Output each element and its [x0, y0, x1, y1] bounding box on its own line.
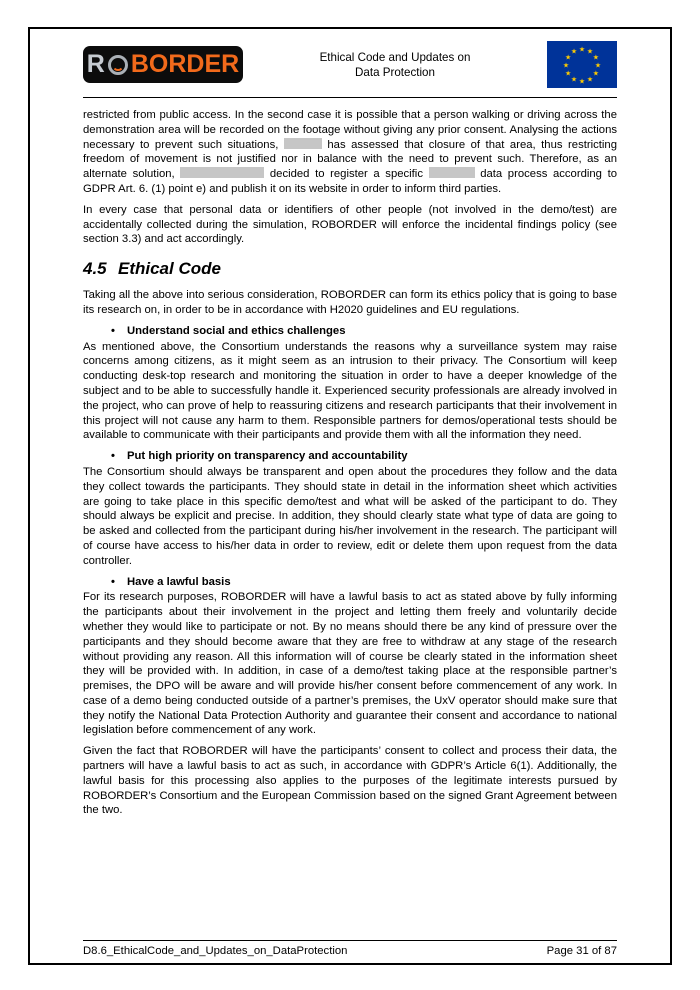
paragraph-3: Taking all the above into serious consideration, ROBORDER can form its ethics policy that is going to base its research on, in order to be in accordance with H2020 guidelines and EU regulations.: [83, 289, 617, 316]
svg-text:★: ★: [594, 61, 602, 70]
document-body: [83, 98, 617, 818]
svg-text:★: ★: [592, 53, 600, 62]
bullet-text-3: For its research purposes, ROBORDER will have a lawful basis to act as stated above by fully informing the participants about their involvement in the project and letting them freely and voluntarily decide whether they would like to participate or not. By no means should there be any kind of pressure over the participants and they should become aware that they are free to withdraw at any stage of the research without providing any reason. All this information will of course be clearly stated in the information sheet they will be provided with. In addition, in case of a demo/test taking place at the responsible partner’s premises, the DPO will be aware and will provide his/her consent before commencement of any work. In case of a demo being conducted outside of a partner’s premises, the UxV operator should make sure that they notify the National Data Protection Authority and guarantee their consent and accordance to national legislation before commencement of any work.: [83, 591, 617, 737]
bullet-label-2: Put high priority on transparency and accountability: [127, 450, 408, 463]
header-title: [243, 50, 547, 80]
page-border: [28, 27, 672, 965]
svg-text:★: ★: [564, 53, 572, 62]
bullet-icon: •: [111, 324, 115, 337]
header-title-line2: Data Protection: [355, 65, 435, 79]
logo-letter-r: R: [86, 50, 105, 78]
redaction-box: [284, 138, 322, 149]
page-footer: [83, 940, 617, 957]
svg-text:★: ★: [562, 61, 570, 70]
bullet-icon: •: [111, 575, 115, 588]
paragraph-1-text-d: data process according to GDPR Art. 6. (1) point e) and publish it on its website in order to inform third parties.: [83, 168, 617, 195]
page-header: [83, 39, 617, 98]
eu-flag-icon: [547, 41, 617, 88]
svg-text:★: ★: [570, 47, 578, 56]
paragraph-1: [83, 108, 617, 197]
section-number: 4.5: [83, 259, 107, 279]
bullet-label-3: Have a lawful basis: [127, 575, 231, 588]
redaction-box: [180, 167, 264, 178]
header-title-line1: Ethical Code and Updates on: [319, 50, 471, 64]
paragraph-1-text-b: has assessed that closure of that area, thus restricting freedom of movement is not justified nor in balance with the need to prevent such. Therefore, as an alternate solution,: [83, 138, 617, 181]
svg-text:★: ★: [564, 69, 572, 78]
svg-text:★: ★: [578, 45, 586, 54]
bullet-icon: •: [111, 450, 115, 463]
roborder-o-target-icon: [108, 55, 128, 75]
svg-text:★: ★: [592, 69, 600, 78]
footer-page-number: Page 31 of 87: [546, 945, 617, 957]
bullet-text-2: The Consortium should always be transparent and open about the procedures they follow and the data they collect towards the participants. They should state in detail in the information sheet which activities are going to take place in this specific demo/test and what will be asked of the participant to do. They should always be explicit and precise. In addition, they should clearly state what type of data are going to be asked and collected from the participant during his/her involvement in the research. The participant will of course have access to his/her data in order to review, edit or delete them upon request from the data controller.: [83, 465, 617, 567]
bullet-text-1: As mentioned above, the Consortium understands the reasons why a surveillance system may raise concerns among citizens, as it might seem as an intrusion to their privacy. The Consortium will keep conducting desk-top research and monitoring the situation in order to have a deeper knowledge of the subject and to be able to successfully handle it. Experienced security professionals are already involved in the project, who can prove of help to reassuring citizens and research participants that their involvement in this project will not cause any harm to them. Responsible partners for demos/operational tests should be available to communicate with their participants and provide them with all the information they need.: [83, 340, 617, 442]
bullet-label-1: Understand social and ethics challenges: [127, 324, 346, 337]
svg-text:★: ★: [578, 77, 586, 86]
svg-text:★: ★: [570, 75, 578, 84]
paragraph-1-text-a: restricted from public access. In the second case it is possible that a person walking or driving across the demonstration area will be recorded on the footage without giving any prior consent. Analysing the actions necessary to prevent such situations,: [83, 109, 617, 151]
section-heading: [83, 259, 617, 279]
section-title: Ethical Code: [118, 259, 221, 279]
bullet-item-1: [83, 324, 617, 339]
paragraph-4: Given the fact that ROBORDER will have the participants’ consent to collect and process their data, the partners will have a lawful basis to act as such, in accordance with GDPR’s Article 6(1). Additionally, the lawful basis for this processing also applies to the purposes of the legitimate interests pursued by ROBORDER’s Consortium and the European Commission based on the signed Grant Agreement between the two.: [83, 745, 617, 817]
paragraph-1-text-c: decided to register a specific: [264, 168, 429, 181]
bullet-item-3: [83, 575, 617, 590]
bullet-item-2: [83, 449, 617, 464]
roborder-logo: [83, 46, 243, 83]
logo-text-border: BORDER: [130, 50, 240, 78]
svg-text:★: ★: [586, 47, 594, 56]
footer-document-id: D8.6_EthicalCode_and_Updates_on_DataProtection: [83, 945, 348, 957]
paragraph-2: In every case that personal data or identifiers of other people (not involved in the demo/test) are accidentally collected during the simulation, ROBORDER will enforce the incidental findings policy (see section 3.3) and act accordingly.: [83, 203, 617, 246]
svg-text:★: ★: [586, 75, 594, 84]
redaction-box: [429, 167, 475, 178]
